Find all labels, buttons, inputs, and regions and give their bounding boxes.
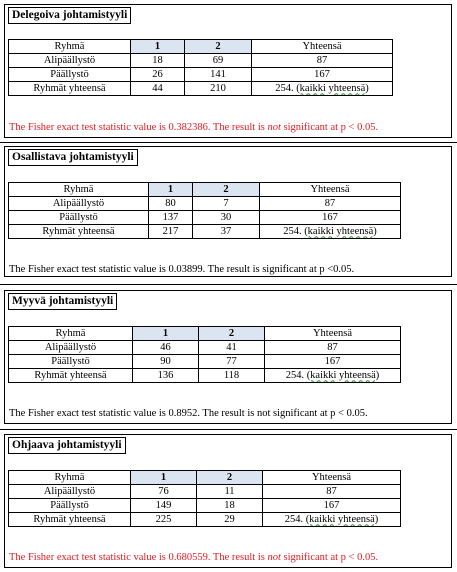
- header-cell-1: 1: [133, 327, 199, 341]
- cell-total: 167: [263, 499, 401, 513]
- row-label: Alipäällystö: [9, 197, 149, 211]
- section-title: Delegoiva johtamistyyli: [8, 7, 131, 24]
- cell-value: 46: [133, 341, 199, 355]
- cell-total: 87: [252, 54, 393, 68]
- fisher-result: The Fisher exact test statistic value is 0.03899. The result is significant at p <0.05.: [9, 264, 355, 275]
- table-header-row: [9, 327, 401, 341]
- cell-value: 137: [149, 211, 193, 225]
- cell-grand-total: [263, 513, 401, 527]
- row-label: Alipäällystö: [9, 54, 131, 68]
- row-label: Alipäällystö: [9, 485, 131, 499]
- row-label: Päällystö: [9, 355, 133, 369]
- table-row: [9, 369, 401, 383]
- cell-value: 30: [193, 211, 260, 225]
- cell-value: 225: [131, 513, 197, 527]
- cell-total: 167: [252, 68, 393, 82]
- row-label: Ryhmät yhteensä: [9, 513, 131, 527]
- table-row: [9, 197, 401, 211]
- cell-grand-total: [252, 82, 393, 96]
- section-title: Osallistava johtamistyyli: [8, 149, 138, 166]
- cell-value: 149: [131, 499, 197, 513]
- header-cell-2: 2: [185, 40, 252, 54]
- cell-value: 136: [133, 369, 199, 383]
- cell-value: 77: [199, 355, 265, 369]
- section-myyva: [4, 290, 452, 424]
- header-cell-1: 1: [131, 471, 197, 485]
- cell-total: 87: [265, 341, 401, 355]
- cell-total: 167: [260, 211, 401, 225]
- table-row: [9, 54, 393, 68]
- cell-value: 44: [131, 82, 185, 96]
- table-row: [9, 82, 393, 96]
- table-row: [9, 499, 401, 513]
- section-title: Myyvä johtamistyyli: [8, 293, 117, 310]
- fisher-result: The Fisher exact test statistic value is 0.8952. The result is not significant at p < 0.05.: [9, 408, 368, 419]
- section-osallistava: [4, 146, 452, 277]
- header-cell-2: 2: [193, 183, 260, 197]
- cell-grand-total: [260, 225, 401, 239]
- section-divider: [0, 284, 457, 285]
- fisher-result: The Fisher exact test statistic value is 0.382386. The result is not significant at p < 0.05.: [9, 122, 379, 133]
- cell-value: 90: [133, 355, 199, 369]
- row-label: Päällystö: [9, 499, 131, 513]
- table-row: [9, 68, 393, 82]
- header-cell-2: 2: [197, 471, 263, 485]
- row-label: Ryhmät yhteensä: [9, 369, 133, 383]
- section-delegoiva: [4, 4, 452, 138]
- total-suffix: (kaikki yhteensä): [304, 225, 377, 237]
- header-cell-total: Yhteensä: [260, 183, 401, 197]
- cell-grand-total: [265, 369, 401, 383]
- table-row: [9, 211, 401, 225]
- cell-value: 217: [149, 225, 193, 239]
- cell-value: 118: [199, 369, 265, 383]
- cell-value: 41: [199, 341, 265, 355]
- table-row: [9, 485, 401, 499]
- cell-value: 11: [197, 485, 263, 499]
- header-cell-group: Ryhmä: [9, 40, 131, 54]
- header-cell-1: 1: [149, 183, 193, 197]
- cell-value: 69: [185, 54, 252, 68]
- total-number: 254.: [285, 369, 305, 381]
- row-label: Päällystö: [9, 68, 131, 82]
- cell-value: 76: [131, 485, 197, 499]
- cell-value: 210: [185, 82, 252, 96]
- header-cell-2: 2: [199, 327, 265, 341]
- cell-total: 87: [263, 485, 401, 499]
- section-ohjaava: [4, 434, 452, 568]
- total-number: 254.: [283, 225, 302, 237]
- row-label: Alipäällystö: [9, 341, 133, 355]
- table-row: [9, 355, 401, 369]
- table-header-row: [9, 471, 401, 485]
- cell-value: 80: [149, 197, 193, 211]
- contingency-table: [8, 182, 401, 239]
- table-row: [9, 341, 401, 355]
- section-divider: [0, 142, 457, 143]
- header-cell-total: Yhteensä: [263, 471, 401, 485]
- header-cell-group: Ryhmä: [9, 183, 149, 197]
- total-number: 254.: [275, 82, 294, 94]
- header-cell-total: Yhteensä: [265, 327, 401, 341]
- section-divider: [0, 429, 457, 430]
- cell-total: 87: [260, 197, 401, 211]
- row-label: Päällystö: [9, 211, 149, 225]
- contingency-table: [8, 39, 393, 96]
- cell-value: 18: [197, 499, 263, 513]
- total-suffix: (kaikki yhteensä): [306, 369, 380, 381]
- section-title: Ohjaava johtamistyyli: [8, 437, 126, 454]
- header-cell-1: 1: [131, 40, 185, 54]
- cell-value: 26: [131, 68, 185, 82]
- cell-total: 167: [265, 355, 401, 369]
- cell-value: 37: [193, 225, 260, 239]
- table-header-row: [9, 40, 393, 54]
- contingency-table: [8, 470, 401, 527]
- table-header-row: [9, 183, 401, 197]
- fisher-result: The Fisher exact test statistic value is 0.680559. The result is not significant at p < 0.05.: [9, 552, 379, 563]
- row-label: Ryhmät yhteensä: [9, 225, 149, 239]
- header-cell-group: Ryhmä: [9, 471, 131, 485]
- total-suffix: (kaikki yhteensä): [305, 513, 379, 525]
- cell-value: 18: [131, 54, 185, 68]
- cell-value: 141: [185, 68, 252, 82]
- total-suffix: (kaikki yhteensä): [296, 82, 369, 94]
- cell-value: 7: [193, 197, 260, 211]
- row-label: Ryhmät yhteensä: [9, 82, 131, 96]
- header-cell-group: Ryhmä: [9, 327, 133, 341]
- total-number: 254.: [284, 513, 304, 525]
- table-row: [9, 513, 401, 527]
- header-cell-total: Yhteensä: [252, 40, 393, 54]
- table-row: [9, 225, 401, 239]
- cell-value: 29: [197, 513, 263, 527]
- contingency-table: [8, 326, 401, 383]
